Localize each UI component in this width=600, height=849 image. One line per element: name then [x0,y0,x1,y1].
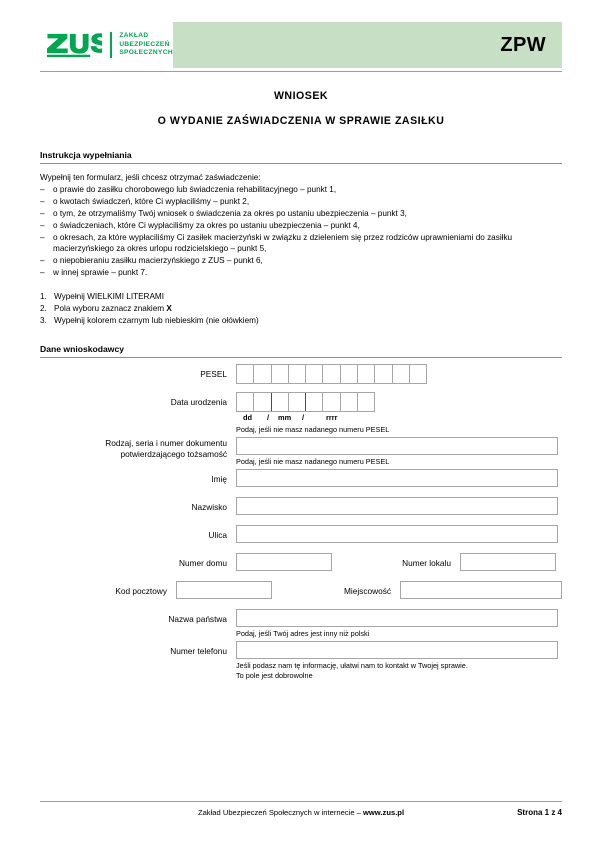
title-line-1: WNIOSEK [273,90,329,102]
last-name-input-area [236,497,562,515]
instruction-step-text: Pola wyboru zaznacz znakiem [54,304,167,314]
phone-input[interactable] [236,641,558,659]
first-name-label: Imię [211,474,227,484]
org-line-3: SPOŁECZNYCH [119,49,173,57]
pesel-input[interactable] [236,364,427,384]
legend-slash-1: / [267,413,270,422]
logo-divider [110,32,112,58]
last-name-label: Nazwisko [191,502,227,512]
section-instructions-label: Instrukcja wypełniania [40,150,132,160]
id-document-label-line-2: potwierdzającego tożsamość [120,449,227,459]
field-last-name [40,497,562,515]
footer-note [40,808,562,817]
field-country [40,609,562,639]
footer-url: www.zus.pl [362,808,405,817]
instruction-bullet-text: o niepobieraniu zasiłku macierzyńskiego z ZUS – punkt 6, [53,256,263,266]
instruction-step-mark: X [166,304,172,314]
field-house-and-flat [40,553,562,571]
instruction-step [40,315,562,327]
title-line-2: O WYDANIE ZAŚWIADCZENIA W SPRAWIE ZASIŁKU [157,115,445,127]
first-name-input-area [236,469,562,487]
pesel-cell[interactable] [254,365,271,383]
id-document-label [40,437,236,460]
bullet-dash-icon: – [40,256,45,266]
country-hint: Podaj, jeśli Twój adres jest inny niż polski [236,629,370,638]
bullet-dash-icon: – [40,184,45,194]
pesel-cell[interactable] [410,365,427,383]
instruction-bullet [40,184,562,196]
section-applicant-header [40,344,562,358]
form-code-banner [173,22,562,68]
instruction-step-number: 1. [40,292,47,302]
pesel-cell[interactable] [272,365,289,383]
pesel-label: PESEL [200,369,227,379]
street-input-area [236,525,562,543]
pesel-cell[interactable] [323,365,340,383]
house-number-input[interactable] [236,553,332,571]
page-title [40,90,562,127]
phone-hint-line-1: Jeśli podasz nam tę informację, ułatwi nam to kontakt w Twojej sprawie. [236,661,468,670]
phone-hint-line-2: To pole jest dobrowolne [236,671,313,680]
instruction-bullet-text: o kwotach świadczeń, które Ci wypłaciliśmy – punkt 2, [53,196,250,206]
page-number: Strona 1 z 4 [517,808,562,817]
street-label: Ulica [208,530,227,540]
instruction-bullet [40,208,562,220]
house-number-label: Numer domu [179,558,227,568]
instruction-step [40,303,562,315]
org-line-2: UBEZPIECZEŃ [119,40,170,48]
document-header [40,22,562,68]
birth-date-cell[interactable] [341,393,358,411]
house-flat-input-area [236,553,562,571]
zus-logo-icon [46,32,102,58]
birth-date-cell[interactable] [323,393,340,411]
pesel-cell[interactable] [306,365,323,383]
birth-date-cell[interactable] [358,393,375,411]
instructions-numbered-list [40,291,562,327]
country-input[interactable] [236,609,558,627]
pesel-cell[interactable] [358,365,375,383]
birth-date-cell[interactable] [237,393,254,411]
instruction-bullet-text: o okresach, za które wypłaciliśmy Ci zasiłek macierzyński w związku z dzieleniem się przez rodziców uprawnieniami do zasiłku macierzyńskiego za okres urlopu rodzicielskiego – punkt 5, [53,232,513,254]
bullet-dash-icon: – [40,232,45,242]
birth-date-cell[interactable] [254,393,271,411]
flat-number-input[interactable] [460,553,556,571]
last-name-input[interactable] [236,497,558,515]
form-code: ZPW [500,33,546,56]
instruction-bullet [40,220,562,232]
instruction-bullet [40,196,562,208]
instruction-bullet-text: o świadczeniach, które Ci wypłaciliśmy za okres po ustaniu ubezpieczenia – punkt 4, [53,220,360,230]
footer-text: Zakład Ubezpieczeń Społecznych w internecie – [197,808,363,817]
id-document-input[interactable] [236,437,558,455]
header-divider [40,71,562,72]
id-document-label-line-1: Rodzaj, seria i numer dokumentu [105,438,227,448]
bullet-dash-icon: – [40,220,45,230]
instruction-step-number: 3. [40,315,47,325]
instruction-step-text: Wypełnij kolorem czarnym lub niebieskim (nie ołówkiem) [54,315,259,325]
street-input[interactable] [236,525,558,543]
legend-slash-2: / [302,413,305,422]
instruction-bullet [40,232,562,256]
field-id-document [40,437,562,467]
pesel-cell[interactable] [289,365,306,383]
country-input-area [236,609,562,639]
postal-city-input-area [176,581,562,599]
instruction-bullet [40,255,562,267]
zus-logo-zone [40,22,173,68]
legend-mm: mm [278,413,292,422]
birth-date-hint: Podaj, jeśli nie masz nadanego numeru PESEL [236,425,390,434]
pesel-cell[interactable] [375,365,392,383]
instructions-bullet-list [40,184,562,279]
pesel-cell[interactable] [393,365,410,383]
phone-input-area [236,641,562,681]
instruction-step-number: 2. [40,304,47,314]
birth-date-cell[interactable] [289,393,306,411]
section-applicant-rule [40,357,562,358]
footer-divider [40,801,562,802]
instructions-body [40,172,562,327]
document-footer [40,808,562,817]
instruction-bullet [40,267,562,279]
birth-date-cell[interactable] [272,393,289,411]
field-phone [40,641,562,681]
section-instructions-rule [40,163,562,164]
field-first-name [40,469,562,487]
legend-rrrr: rrrr [326,413,338,422]
first-name-input[interactable] [236,469,558,487]
instruction-bullet-text: w innej sprawie – punkt 7. [53,268,148,278]
instruction-step-text: Wypełnij WIELKIMI LITERAMI [54,292,165,302]
country-label: Nazwa państwa [168,614,227,624]
bullet-dash-icon: – [40,196,45,206]
id-document-hint: Podaj, jeśli nie masz nadanego numeru PESEL [236,457,390,466]
pesel-cell[interactable] [237,365,254,383]
zus-org-name [119,32,173,57]
field-postal-and-city [40,581,562,599]
section-instructions-header [40,150,562,164]
section-applicant-label: Dane wnioskodawcy [40,344,125,354]
instruction-bullet-text: o tym, że otrzymaliśmy Twój wniosek o świadczenia za okres po ustaniu ubezpieczenia – punkt 3, [53,208,407,218]
bullet-dash-icon: – [40,268,45,278]
bullet-dash-icon: – [40,208,45,218]
id-document-input-area [236,437,562,467]
flat-number-label: Numer lokalu [402,558,451,568]
phone-label: Numer telefonu [170,646,227,656]
city-input[interactable] [400,581,562,599]
instruction-step [40,291,562,303]
instruction-bullet-text: o prawie do zasiłku chorobowego lub świadczenia rehabilitacyjnego – punkt 1, [53,184,337,194]
birth-date-input-area [236,392,562,435]
birth-date-input[interactable] [236,392,375,412]
field-birth-date [40,392,562,435]
legend-dd: dd [243,413,253,422]
city-label: Miejscowość [343,586,391,596]
instructions-intro: Wypełnij ten formularz, jeśli chcesz otrzymać zaświadczenie: [40,173,261,182]
pesel-cell[interactable] [341,365,358,383]
birth-date-cell[interactable] [306,393,323,411]
postal-code-label: Kod pocztowy [115,586,167,596]
postal-code-input[interactable] [176,581,272,599]
org-line-1: ZAKŁAD [119,32,149,40]
birth-date-legend [236,413,382,423]
birth-date-label: Data urodzenia [170,397,227,407]
pesel-input-area [236,364,562,384]
field-pesel [40,364,562,384]
field-street [40,525,562,543]
